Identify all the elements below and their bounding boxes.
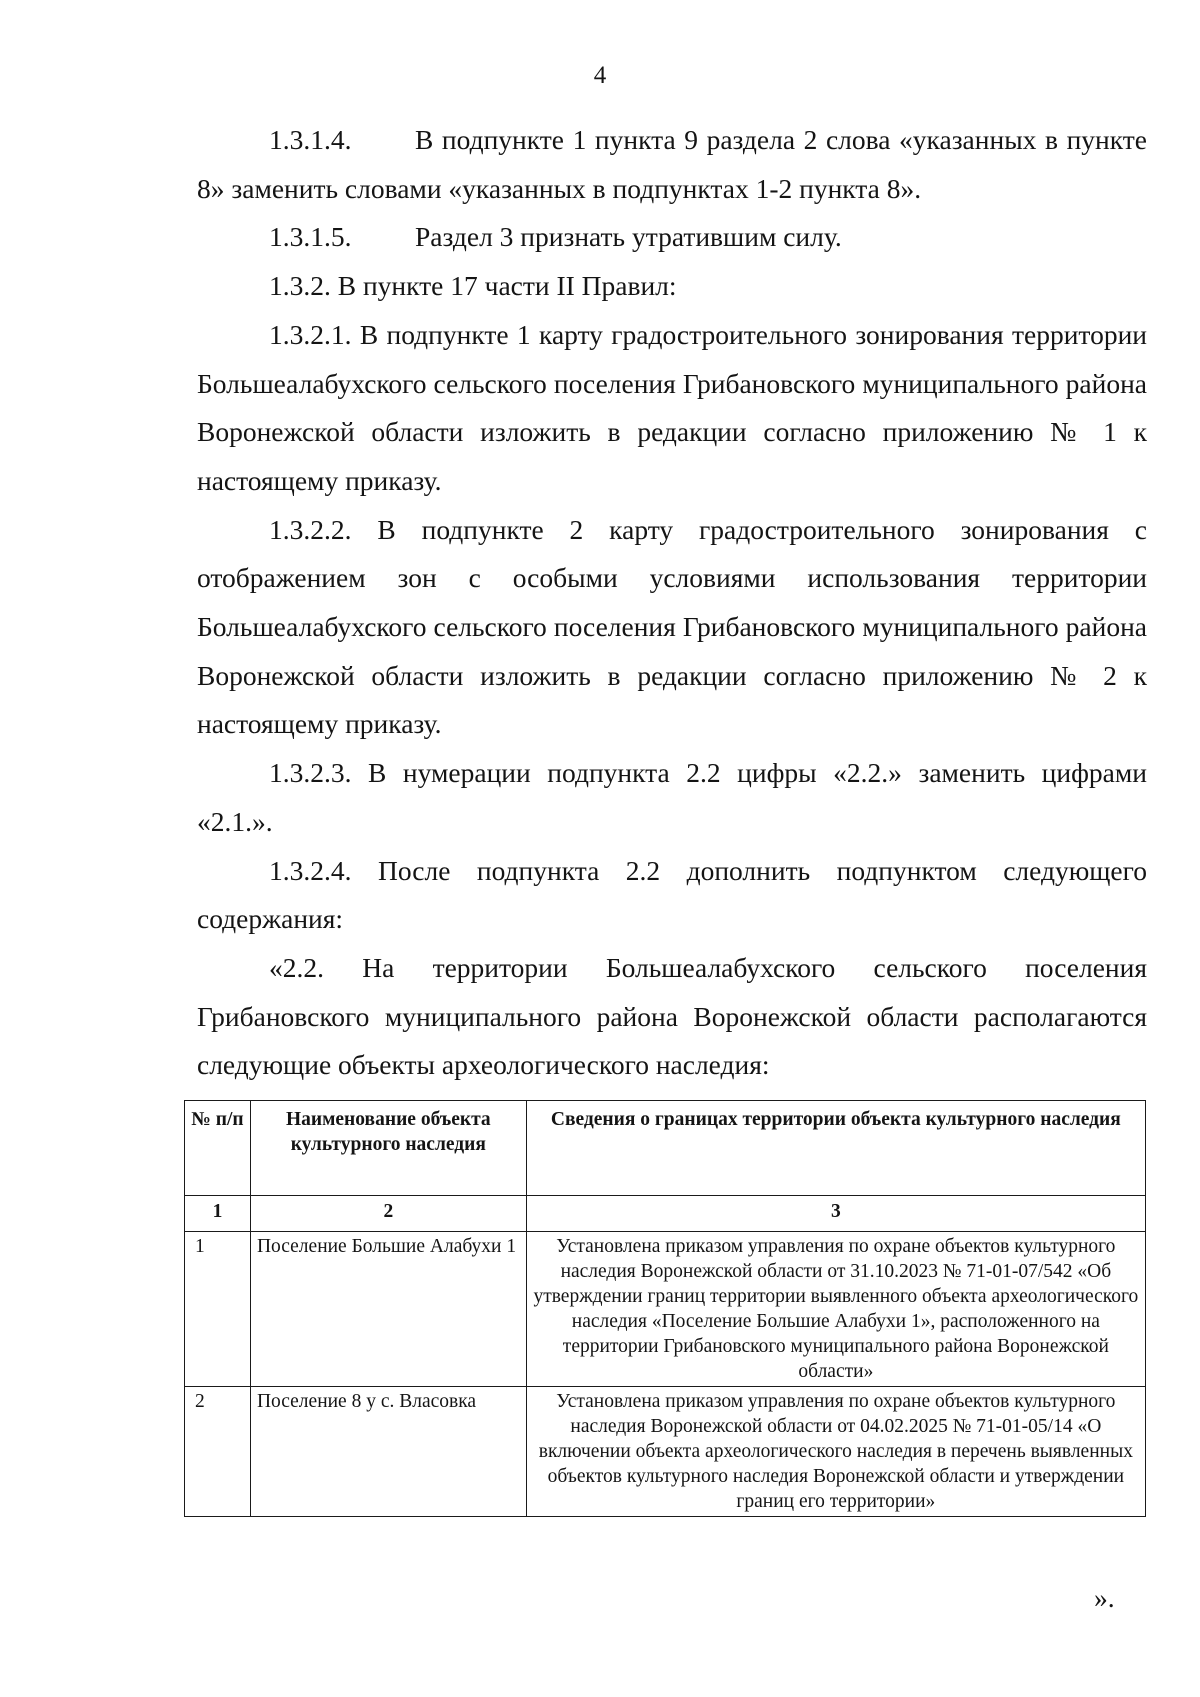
paragraph-number: 1.3.1.5. [269,221,352,253]
paragraph-text: В подпункте 1 пункта 9 раздела 2 слова «указанных в пункте 8» заменить словами «указанных в подпунктах 1-2 пункта 8». [197,124,1147,204]
column-number-1: 1 [185,1196,251,1232]
paragraph-text: Раздел 3 признать утратившим силу. [415,221,842,253]
heritage-objects-table [184,1100,1146,1517]
table-row [185,1232,1146,1387]
document-body [197,116,1147,1090]
closing-quote: ». [1094,1582,1115,1613]
object-name: Поселение 8 у с. Власовка [250,1387,526,1517]
column-number-2: 2 [250,1196,526,1232]
paragraph-1-3-1-5 [197,213,1147,262]
table-row [185,1387,1146,1517]
row-number: 1 [185,1232,251,1387]
page-number: 4 [593,62,607,89]
object-name: Поселение Большие Алабухи 1 [250,1232,526,1387]
paragraph-1-3-2: 1.3.2. В пункте 17 части II Правил: [269,270,677,302]
column-numbers-row [185,1196,1146,1232]
boundary-info: Установлена приказом управления по охране объектов культурного наследия Воронежской области от 31.10.2023 № 71-01-07/542 «Об утверждении границ территории выявленного объекта археологического наследия «Поселение Большие Алабухи 1», расположенного на территории Грибановского муниципального района Воронежской области» [526,1232,1145,1387]
header-boundary-info: Сведения о границах территории объекта культурного наследия [526,1101,1145,1196]
header-number: № п/п [185,1101,251,1196]
paragraph-1-3-1-4 [197,116,1147,213]
column-number-3: 3 [526,1196,1145,1232]
table-header-row [185,1101,1146,1196]
boundary-info: Установлена приказом управления по охране объектов культурного наследия Воронежской области от 04.02.2025 № 71-01-05/14 «О включении объекта археологического наследия в перечень выявленных объектов культурного наследия Воронежской области и утверждении границ его территории» [526,1387,1145,1517]
paragraph-1-3-2-3: 1.3.2.3. В нумерации подпункта 2.2 цифры «2.2.» заменить цифрами «2.1.». [197,757,1147,837]
paragraph-1-3-2-4: 1.3.2.4. После подпункта 2.2 дополнить подпунктом следующего содержания: [197,854,1147,935]
paragraph-2-2-quote: «2.2. На территории Большеалабухского сельского поселения Грибановского муниципального района Воронежской области располагаются следующие объекты археологического наследия: [197,951,1147,1081]
row-number: 2 [185,1387,251,1517]
paragraph-1-3-2-1: 1.3.2.1. В подпункте 1 карту градостроительного зонирования территории Большеалабухского сельского поселения Грибановского муниципального района Воронежской области изложить в редакции согласно приложению № 1 к настоящему приказу. [197,318,1147,496]
header-object-name: Наименование объекта культурного наследия [250,1101,526,1196]
paragraph-1-3-2-2: 1.3.2.2. В подпункте 2 карту градостроительного зонирования с отображением зон с особыми условиями использования территории Большеалабухского сельского поселения Грибановского муниципального района Воронежской области изложить в редакции согласно приложению № 2 к настоящему приказу. [197,513,1147,740]
paragraph-number: 1.3.1.4. [269,124,352,155]
